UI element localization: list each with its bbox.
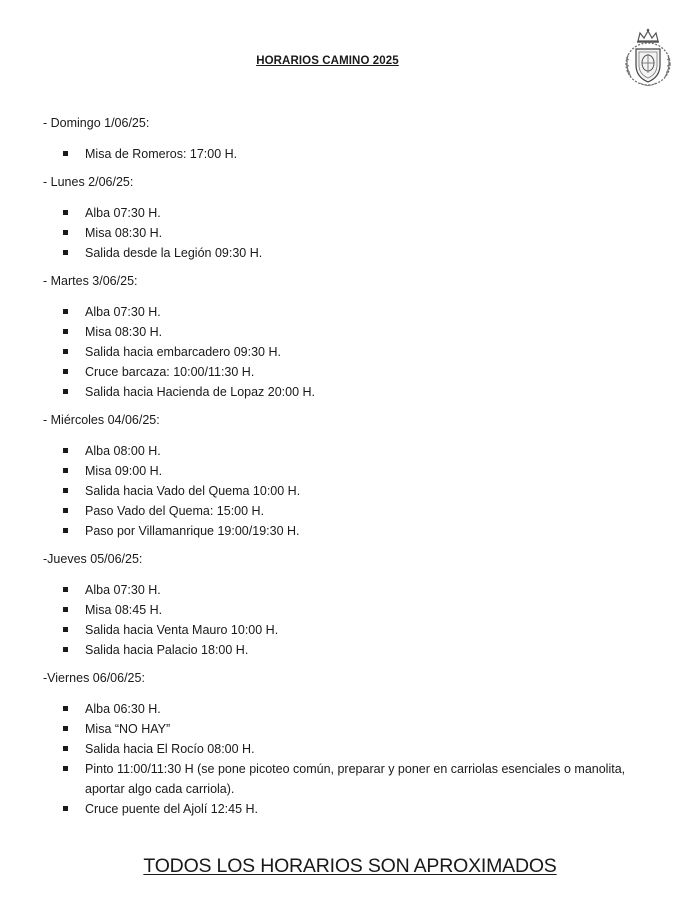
- document-title: HORARIOS CAMINO 2025: [256, 55, 399, 67]
- square-bullet-icon: [63, 726, 68, 731]
- schedule-item-text: Misa 08:30 H.: [85, 325, 163, 339]
- schedule-item-text: Alba 07:30 H.: [85, 583, 161, 597]
- schedule-item: [43, 699, 643, 719]
- day-items: [43, 699, 643, 819]
- schedule-item: [43, 759, 643, 799]
- day-section: [43, 551, 643, 660]
- schedule-item: [43, 620, 643, 640]
- square-bullet-icon: [63, 349, 68, 354]
- day-items: [43, 144, 643, 164]
- square-bullet-icon: [63, 468, 68, 473]
- schedule-item-text: Alba 07:30 H.: [85, 206, 161, 220]
- schedule-item: [43, 799, 643, 819]
- day-label: - Miércoles 04/06/25:: [43, 413, 160, 427]
- square-bullet-icon: [63, 766, 68, 771]
- square-bullet-icon: [63, 448, 68, 453]
- square-bullet-icon: [63, 528, 68, 533]
- day-section: [43, 174, 643, 263]
- footer-note: TODOS LOS HORARIOS SON APROXIMADOS: [143, 855, 557, 877]
- schedule-item-text: Pinto 11:00/11:30 H (se pone picoteo común, preparar y poner en carriolas esenciales o manolita, aportar algo cada carriola).: [85, 762, 626, 796]
- schedule-item-text: Paso por Villamanrique 19:00/19:30 H.: [85, 524, 300, 538]
- square-bullet-icon: [63, 587, 68, 592]
- square-bullet-icon: [63, 488, 68, 493]
- schedule-item-text: Salida hacia El Rocío 08:00 H.: [85, 742, 255, 756]
- square-bullet-icon: [63, 329, 68, 334]
- schedule-item-text: Alba 06:30 H.: [85, 702, 161, 716]
- schedule-item-text: Salida hacia embarcadero 09:30 H.: [85, 345, 281, 359]
- schedule-item: [43, 322, 643, 342]
- day-items: [43, 302, 643, 402]
- schedule-item-text: Misa de Romeros: 17:00 H.: [85, 147, 238, 161]
- schedule-item-text: Misa 08:45 H.: [85, 603, 163, 617]
- schedule-item: [43, 640, 643, 660]
- square-bullet-icon: [63, 746, 68, 751]
- schedule-item: [43, 501, 643, 521]
- day-items: [43, 203, 643, 263]
- schedule-item-text: Misa 09:00 H.: [85, 464, 163, 478]
- schedule-item-text: Salida hacia Venta Mauro 10:00 H.: [85, 623, 279, 637]
- schedule-item: [43, 600, 643, 620]
- schedule-item-text: Salida hacia Vado del Quema 10:00 H.: [85, 484, 301, 498]
- day-items: [43, 580, 643, 660]
- day-label: - Martes 3/06/25:: [43, 274, 138, 288]
- schedule-item: [43, 342, 643, 362]
- schedule-item-text: Cruce barcaza: 10:00/11:30 H.: [85, 365, 255, 379]
- schedule-item: [43, 302, 643, 322]
- schedule-item-text: Alba 07:30 H.: [85, 305, 161, 319]
- schedule-item: [43, 521, 643, 541]
- day-section: [43, 115, 643, 164]
- day-label: -Viernes 06/06/25:: [43, 671, 145, 685]
- day-items: [43, 441, 643, 541]
- schedule-item: [43, 144, 643, 164]
- brotherhood-crest-icon: [621, 27, 675, 89]
- day-label: -Jueves 05/06/25:: [43, 552, 143, 566]
- square-bullet-icon: [63, 706, 68, 711]
- square-bullet-icon: [63, 389, 68, 394]
- square-bullet-icon: [63, 806, 68, 811]
- day-section: [43, 670, 643, 819]
- schedule-item: [43, 203, 643, 223]
- schedule-item: [43, 243, 643, 263]
- schedule-item-text: Misa “NO HAY”: [85, 722, 171, 736]
- schedule-item: [43, 223, 643, 243]
- schedule-item-text: Cruce puente del Ajolí 12:45 H.: [85, 802, 259, 816]
- schedule-item-text: Paso Vado del Quema: 15:00 H.: [85, 504, 265, 518]
- square-bullet-icon: [63, 151, 68, 156]
- square-bullet-icon: [63, 210, 68, 215]
- square-bullet-icon: [63, 607, 68, 612]
- schedule-item: [43, 739, 643, 759]
- schedule-item: [43, 580, 643, 600]
- schedule-item-text: Salida hacia Hacienda de Lopaz 20:00 H.: [85, 385, 316, 399]
- square-bullet-icon: [63, 230, 68, 235]
- day-section: [43, 412, 643, 541]
- schedule-item-text: Salida hacia Palacio 18:00 H.: [85, 643, 249, 657]
- schedule-item: [43, 481, 643, 501]
- schedule-item: [43, 382, 643, 402]
- schedule-item-text: Alba 08:00 H.: [85, 444, 161, 458]
- schedule-item: [43, 441, 643, 461]
- square-bullet-icon: [63, 508, 68, 513]
- square-bullet-icon: [63, 250, 68, 255]
- day-section: [43, 273, 643, 402]
- schedule-item: [43, 362, 643, 382]
- schedule-item-text: Misa 08:30 H.: [85, 226, 163, 240]
- schedule-list: [43, 115, 643, 829]
- schedule-item: [43, 461, 643, 481]
- square-bullet-icon: [63, 369, 68, 374]
- square-bullet-icon: [63, 627, 68, 632]
- day-label: - Lunes 2/06/25:: [43, 175, 134, 189]
- schedule-item-text: Salida desde la Legión 09:30 H.: [85, 246, 263, 260]
- square-bullet-icon: [63, 309, 68, 314]
- square-bullet-icon: [63, 647, 68, 652]
- schedule-item: [43, 719, 643, 739]
- day-label: - Domingo 1/06/25:: [43, 116, 150, 130]
